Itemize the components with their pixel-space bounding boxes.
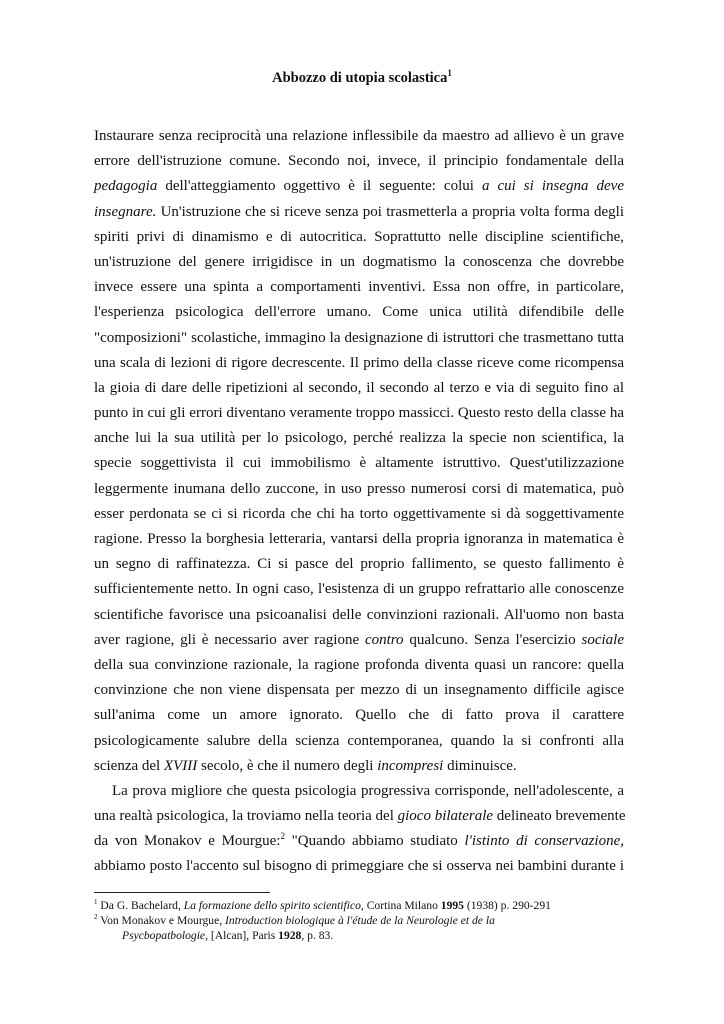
text-run: , Cortina Milano bbox=[360, 899, 441, 912]
italic-run: sociale bbox=[581, 631, 624, 648]
text-line bbox=[94, 149, 624, 174]
text-line bbox=[94, 527, 624, 552]
page-title bbox=[0, 70, 724, 87]
text-line bbox=[94, 376, 624, 401]
italic-run: l'istinto di conservazione, bbox=[464, 833, 624, 850]
text-run: specie soggettivista il cui immobilismo è altamente istruttivo. Quest'utilizzazione bbox=[94, 455, 624, 472]
text-run: l'esperienza psicologica dell'errore umano. Come unica utilità difendibile delle bbox=[94, 304, 624, 321]
text-run: delineato brevemente bbox=[493, 808, 626, 825]
text-run: abbiamo posto l'accento sul bisogno di primeggiare che si osserva nei bambini durante i bbox=[94, 858, 624, 875]
text-line bbox=[94, 225, 624, 250]
footnote-marker: 2 bbox=[94, 913, 98, 922]
text-run: Da G. Bachelard, bbox=[97, 899, 184, 912]
footnote-marker: 2 bbox=[280, 831, 285, 842]
footnote-divider bbox=[94, 892, 270, 893]
text-run: secolo, è che il numero degli bbox=[197, 757, 378, 774]
text-run: diminuisce. bbox=[443, 757, 517, 774]
text-line bbox=[94, 300, 624, 325]
text-run: La prova migliore che questa psicologia progressiva corrisponde, nell'adolescente, a bbox=[112, 782, 624, 799]
italic-run: Psycbopatbologie, bbox=[122, 929, 208, 942]
text-line bbox=[94, 804, 624, 829]
text-line bbox=[94, 678, 624, 703]
text-line bbox=[94, 351, 624, 376]
footnote-marker: 1 bbox=[94, 898, 98, 907]
text-run: sull'anima come un amore ignorato. Quello che di fatto prova il carattere bbox=[94, 707, 624, 724]
text-line bbox=[94, 729, 624, 754]
italic-run: XVIII bbox=[163, 757, 198, 774]
italic-run: gioco bilaterale bbox=[397, 808, 494, 825]
text-line bbox=[94, 552, 624, 577]
text-line bbox=[94, 703, 624, 728]
text-run: esser perdonata se ci si ricorda che chi ha torto oggettivamente si dà soggettivamente bbox=[94, 505, 624, 522]
text-run: un segno di raffinatezza. Ci si pasce del proprio fallimento, se questo fallimento è bbox=[94, 556, 624, 573]
text-line bbox=[94, 577, 624, 602]
bold-run: 1995 bbox=[440, 899, 464, 912]
text-run: un'istruzione del genere irrigidisce in un dogmatismo la conoscenza che dovrebbe bbox=[94, 253, 624, 270]
text-line bbox=[94, 502, 624, 527]
text-line bbox=[94, 854, 624, 879]
italic-run: Introduction biologique à l'étude de la Neurologie et de la bbox=[225, 914, 495, 927]
text-line bbox=[94, 326, 624, 351]
text-run: una scala di lezioni di rigore decrescente. Il primo della classe riceve come ricompensa bbox=[94, 354, 624, 371]
text-run: [Alcan], Paris bbox=[207, 929, 279, 942]
text-run: invece essere una spinta a comportamenti inventivi. Essa non offre, in particolare, bbox=[94, 279, 624, 296]
body-text bbox=[94, 124, 624, 880]
text-run: errore dell'istruzione comune. Secondo noi, invece, il principio fondamentale della bbox=[94, 153, 624, 170]
italic-run: a cui si insegna deve bbox=[481, 178, 624, 195]
title-footnote-ref: 1 bbox=[447, 68, 452, 79]
text-line bbox=[94, 174, 624, 199]
italic-run: insegnare. bbox=[94, 203, 157, 220]
footnotes bbox=[94, 898, 634, 943]
text-line bbox=[94, 401, 624, 426]
text-line bbox=[94, 754, 624, 779]
text-run: Un'istruzione che si riceve senza poi trasmetterla a propria volta forma degli bbox=[156, 203, 624, 220]
text-run: della sua convinzione razionale, la ragione profonda diventa quasi un rancore: quella bbox=[94, 656, 624, 673]
text-run: una realtà psicologica, la troviamo nella teoria del bbox=[94, 808, 398, 825]
text-line bbox=[94, 451, 624, 476]
text-run: , p. 83. bbox=[301, 929, 334, 942]
italic-run: pedagogia bbox=[94, 178, 158, 195]
footnote bbox=[94, 913, 634, 928]
text-line bbox=[94, 779, 624, 804]
text-line bbox=[94, 124, 624, 149]
text-line bbox=[94, 200, 624, 225]
text-line bbox=[94, 477, 624, 502]
italic-run: contro bbox=[364, 631, 404, 648]
text-run: "Quando abbiamo studiato bbox=[284, 833, 465, 850]
title-text: Abbozzo di utopia scolastica bbox=[272, 70, 448, 86]
text-run: Instaurare senza reciprocità una relazione inflessibile da maestro ad allievo è un grave bbox=[94, 128, 624, 144]
text-run: da von Monakov e Mourgue: bbox=[94, 833, 281, 850]
text-run: aver ragione, gli è necessario aver ragione bbox=[94, 631, 365, 648]
text-run: Von Monakov e Mourgue, bbox=[97, 914, 226, 927]
text-run: qualcuno. Senza l'esercizio bbox=[403, 631, 582, 648]
text-line bbox=[94, 628, 624, 653]
text-run: scientifiche favorisce una psicoanalisi delle convinzioni razionali. All'uomo non basta bbox=[94, 606, 624, 623]
text-run: psicologicamente salubre della scienza contemporanea, quando la si confronti alla bbox=[94, 732, 624, 749]
text-run: sufficientemente netto. In ogni caso, l'esistenza di un gruppo refrattario alle conoscenze bbox=[94, 581, 624, 598]
text-line bbox=[94, 426, 624, 451]
text-line bbox=[94, 275, 624, 300]
text-run: punto in cui gli errori diventano veramente troppo massicci. Questo resto della classe ha bbox=[94, 405, 624, 422]
italic-run: La formazione dello spirito scientifico bbox=[183, 899, 361, 912]
italic-run: incompresi bbox=[377, 757, 444, 774]
text-line bbox=[94, 829, 624, 854]
text-run: (1938) p. 290-291 bbox=[463, 899, 551, 912]
text-run: "composizioni" scolastiche, immagino la designazione di istruttori che trasmettano tutta bbox=[94, 329, 624, 346]
text-run: convinzione che non viene dispensata per mezzo di un insegnamento difficile agisce bbox=[94, 682, 624, 699]
text-line bbox=[94, 603, 624, 628]
text-run: ragione. Presso la borghesia letteraria, vantarsi della propria ignoranza in matematica è bbox=[94, 531, 624, 547]
text-run: leggermente inumana dello zuccone, in uso presso numerosi corsi di matematica, può bbox=[94, 480, 624, 497]
text-line bbox=[94, 250, 624, 275]
text-run: anche lui la sua utilità per lo psicologo, perché realizza la specie non scientifica, la bbox=[94, 430, 624, 447]
text-run: la gioia di dare delle ripetizioni al secondo, il secondo al terzo e via di seguito fino al bbox=[94, 379, 624, 396]
text-run: scienza del bbox=[94, 757, 164, 774]
text-run: spiriti privi di dinamismo e di autocritica. Soprattutto nelle discipline scientifiche, bbox=[94, 228, 624, 245]
footnote bbox=[94, 898, 634, 913]
text-run: dell'atteggiamento oggettivo è il seguente: colui bbox=[157, 178, 482, 195]
footnote-continuation bbox=[94, 928, 634, 943]
text-line bbox=[94, 653, 624, 678]
bold-run: 1928 bbox=[278, 929, 302, 942]
